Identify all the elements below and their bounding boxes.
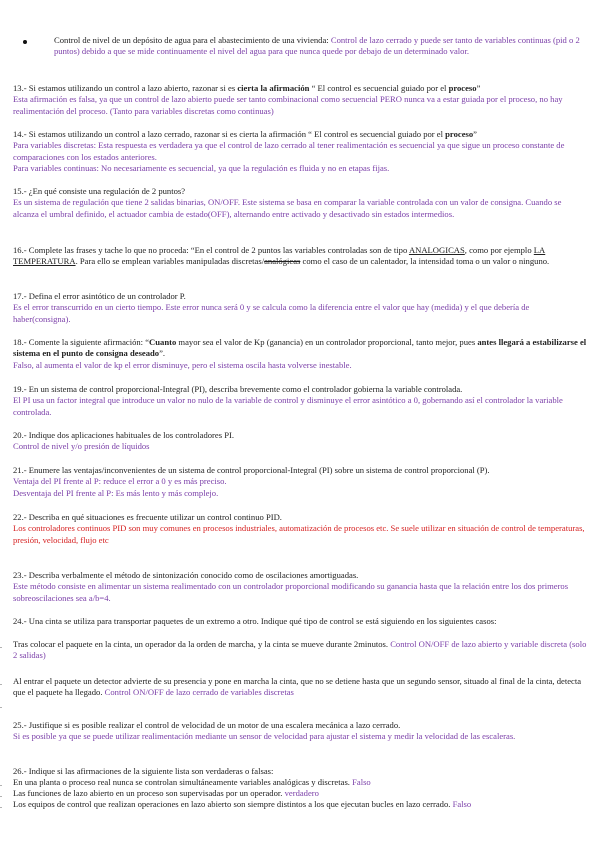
q24-text: 24.- Una cinta se utiliza para transportar paquetes de un extremo a otro. Indique qué tipo de control se está siguiendo en los siguientes casos: <box>13 616 497 626</box>
q13-bold: cierta la afirmación <box>237 83 310 93</box>
question-15 <box>13 186 587 220</box>
top-item <box>54 35 586 58</box>
question-13 <box>13 83 587 117</box>
q14-bold: proceso <box>445 129 474 139</box>
q16-struck-word: analógicas <box>264 256 301 267</box>
q18-answer: Falso, al aumenta el valor de kp el error disminuye, pero el sistema oscila hasta volverse inestable. <box>13 359 352 370</box>
question-21 <box>13 465 587 499</box>
question-18 <box>13 337 587 371</box>
q21-answer-2: Desventaja del PI frente al P: Es más lento y más complejo. <box>13 487 219 498</box>
q26-statement-1 <box>13 777 587 788</box>
question-16 <box>13 245 587 268</box>
q14-end: ” <box>473 129 477 139</box>
q19-text: 19.- En un sistema de control proporcional-Integral (PI), describa brevemente como el controlador gobierna la variable controlada. <box>13 384 463 394</box>
q22-text: 22.- Describa en qué situaciones es frecuente utilizar un control continuo PID. <box>13 512 282 522</box>
q24-case-1-answer: Control ON/OFF de lazo abierto y variable discreta (solo 2 salidas) <box>13 639 587 661</box>
question-14 <box>13 129 587 175</box>
question-26 <box>13 766 587 777</box>
q24-case-1 <box>13 639 587 662</box>
q24-case-2-answer: Control ON/OFF de lazo cerrado de variables discretas <box>104 687 294 698</box>
case-marker: . <box>0 790 2 799</box>
q23-answer: Este método consiste en alimentar un sistema realimentado con un controlador proporcional modificando su ganancia hasta que la relación entre los dos primeros sobreoscilaciones sea a/b=4. <box>13 581 569 603</box>
q14-answer-1: Para variables discretas: Esta respuesta es verdadera ya que el control de lazo cerrado al tener realimentación es secuencial ya que sigue un proceso constante de comparaciones con los estados anteriores. <box>13 140 565 162</box>
q26-s3-answer: Falso <box>452 799 472 809</box>
q26-statement-2 <box>13 788 587 799</box>
question-23 <box>13 570 587 604</box>
q16-analog-word: ANALOGICAS <box>408 245 465 255</box>
q13-end: ” <box>476 83 481 93</box>
q20-answer: Control de nivel y/o presión de líquidos <box>13 441 150 452</box>
q16-mid2: . Para ello se emplean variables manipuladas discretas/ <box>75 256 265 267</box>
question-25 <box>13 720 587 743</box>
q24-case-2 <box>13 676 587 699</box>
question-20 <box>13 430 587 453</box>
q13-bold2: proceso <box>448 83 477 93</box>
q18-bold: Cuanto <box>149 337 177 347</box>
q26-text: 26.- Indique si las afirmaciones de la siguiente lista son verdaderas o falsas: <box>13 766 274 776</box>
q18-bold2: antes llegará a estabilizarse el sistema en el punto de consigna deseado <box>13 337 587 359</box>
q16-mid: , como por ejemplo <box>464 245 532 255</box>
q13-text: 13.- Si estamos utilizando un control a lazo abierto, razonar si es <box>13 83 236 93</box>
q19-answer: El PI usa un factor integral que introduce un valor no nulo de la variable de control y disminuye el error asintótico a 0, gobernando así el controlador la variable controlada. <box>13 395 563 417</box>
q24-case-1-text: Tras colocar el paquete en la cinta, un operador da la orden de marcha, y la cinta se mueve durante 2minutos. <box>13 639 389 649</box>
q13-answer: Esta afirmación es falsa, ya que un control de lazo abierto puede ser tanto combinacional como secuencial PERO nunca va a estar guiada por el proceso, no hay realimentación del proceso. (Tanto para variables discretas como continuas) <box>13 94 563 116</box>
case-marker: . <box>0 641 2 650</box>
q22-answer: Los controladores continuos PID son muy comunes en procesos industriales, automatización de procesos etc. Se suele utilizar en situación de control de temperaturas, presión, velocidad, flujo etc <box>13 523 585 545</box>
q17-answer: Es el error transcurrido en un cierto tiempo. Este error nunca será 0 y se calcula como la diferencia entre el valor que hay (medida) y el que debería de haber(consigna). <box>13 302 530 324</box>
q26-s1-answer: Falso <box>352 777 371 787</box>
q26-s1-text: En una planta o proceso real nunca se controlan simultáneamente variables analógicas y discretas. <box>13 777 350 787</box>
q13-mid: “ El control es secuencial guiado por el <box>311 83 447 93</box>
question-17 <box>13 291 587 325</box>
case-marker: . <box>0 801 2 810</box>
q15-text: 15.- ¿En qué consiste una regulación de 2 puntos? <box>13 186 186 196</box>
question-22 <box>13 512 587 546</box>
q15-answer: Es un sistema de regulación que tiene 2 salidas binarias, ON/OFF. Este sistema se basa en comparar la variable controlada con un valor de consigna. Cuando se alcanza el umbral definido, el actuador cambia de estado(OFF), alternando entre activado y desactivado sin estados intermedios. <box>13 197 562 219</box>
case-marker: . <box>0 701 2 710</box>
top-item-answer: Control de lazo cerrado y puede ser tanto de variables continuas (pid o 2 puntos) debido a que se mide continuamente el nivel del agua para que nunca quede por debajo de un determinado valor. <box>54 35 580 57</box>
q20-text: 20.- Indique dos aplicaciones habituales de los controladores PI. <box>13 430 234 440</box>
q26-s3-text: Los equipos de control que realizan operaciones en lazo abierto son siempre distintos a los que ejecutan bucles en lazo cerrado. <box>13 799 451 809</box>
bullet-icon <box>23 40 27 44</box>
q23-text: 23.- Describa verbalmente el método de sintonización conocido como de oscilaciones amortiguadas. <box>13 570 359 580</box>
question-19 <box>13 384 587 418</box>
q26-s2-text: Las funciones de lazo abierto en un proceso son supervisadas por un operador. <box>13 788 283 798</box>
top-item-text: Control de nivel de un depósito de agua para el abastecimiento de una vivienda: <box>54 35 329 45</box>
q18-mid: mayor sea el valor de Kp (ganancia) en un controlador proporcional, tanto mejor, pues <box>176 337 476 347</box>
q26-statement-3 <box>13 799 587 810</box>
q25-text: 25.- Justifique si es posible realizar el control de velocidad de un motor de una escalera mecánica a lazo cerrado. <box>13 720 401 730</box>
q24-case-2-text: Al entrar el paquete un detector advierte de su presencia y pone en marcha la cinta, que no se detiene hasta que un segundo sensor, situado al final de la cinta, detecta que el paquete ha llegado. <box>13 676 582 698</box>
q16-temp-word: LA TEMPERATURA <box>13 245 546 267</box>
question-24 <box>13 616 587 627</box>
q14-answer-2: Para variables continuas: No necesariamente es secuencial, ya que la regulación es fluida y no en etapas fijas. <box>13 163 390 174</box>
case-marker: . <box>0 779 2 788</box>
q14-text: 14.- Si estamos utilizando un control a lazo cerrado, razonar si es cierta la afirmación “ El control es secuencial guiado por el <box>13 129 443 139</box>
case-marker: . <box>0 678 2 687</box>
q17-text: 17.- Defina el error asintótico de un controlador P. <box>13 291 186 301</box>
q16-end: como el caso de un calentador, la intensidad toma o un valor o ninguno. <box>300 256 550 267</box>
q25-answer: Si es posible ya que se puede utilizar realimentación mediante un sensor de velocidad para ajustar el sistema y medir la velocidad de las escaleras. <box>13 731 516 742</box>
q18-end: ”. <box>159 348 166 359</box>
q26-s2-answer: verdadero <box>284 788 319 798</box>
q16-text: 16.- Complete las frases y tache lo que no proceda: “En el control de 2 puntos las variables controladas son de tipo <box>13 245 408 255</box>
q21-text: 21.- Enumere las ventajas/inconvenientes de un sistema de control proporcional-Integral (PI) sobre un sistema de control proporcional (P). <box>13 465 490 475</box>
q18-text: 18.- Comente la siguiente afirmación: “ <box>13 337 150 347</box>
q21-answer-1: Ventaja del PI frente al P: reduce el error a 0 y es más preciso. <box>13 476 227 487</box>
